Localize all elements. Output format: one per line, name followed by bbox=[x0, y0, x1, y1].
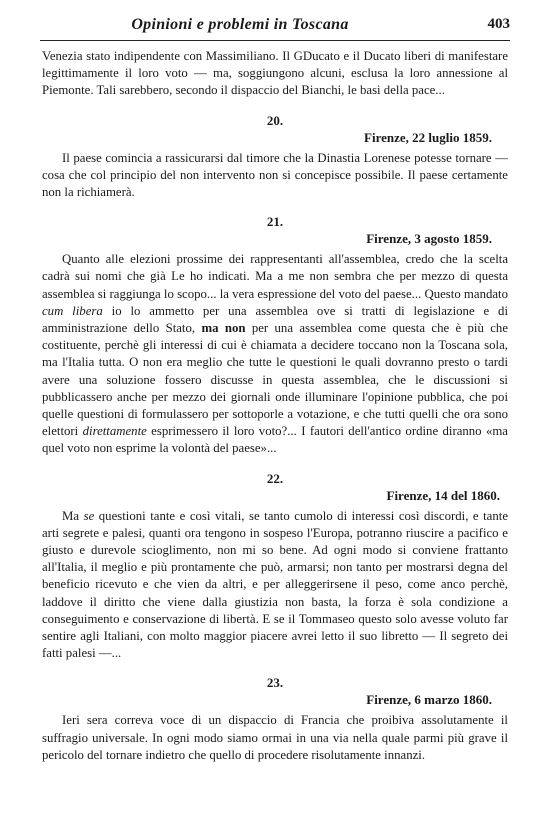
letter-paragraph: Ieri sera correva voce di un dispaccio di Francia che proibiva assolutamente il suffragio universale. In ogni modo siamo ormai in una via nella quale parmi più grave il pericolo del tornare indietro che quello di procedere risolutamente innanzi. bbox=[42, 713, 508, 762]
bold-phrase: ma non bbox=[201, 321, 246, 336]
letter-number: 21. bbox=[266, 214, 284, 230]
letter-date: Firenze, 22 luglio 1859. bbox=[364, 129, 492, 145]
text-run: questioni tante e così vitali, se tanto cumolo di interessi così discordi, e tante arti segrete e palesi, quanti ora tengono in sospeso l'Europa, potranno riuscire a pacifico e giusto e durevole scioglimento, non mi so bene. Ad ogni modo si conviene frattanto all'Italia, il meglio e più prontamente che può, armarsi; non tanto per mostrarsi degna del beneficio ricevuto e che vien da altri, e per alleggerirsene il peso, come anco perchè, laddove il diritto che viene dalla giustizia non basta, la forza è sola condizione a conseguimento e conservazione di libertà. E se il Tommaseo questo solo avesse voluto far sentire agli Italiani, con molto maggior piacere avrei letto il suo libretto — Il segreto dei fatti palesi —... bbox=[42, 508, 508, 661]
running-header bbox=[40, 14, 510, 41]
running-title: Opinioni e problemi in Toscana bbox=[131, 16, 349, 33]
letter-date: Firenze, 6 marzo 1860. bbox=[366, 692, 492, 708]
letter-number: 22. bbox=[266, 470, 284, 486]
letter-number: 20. bbox=[266, 112, 284, 128]
text-run: Quanto alle elezioni prossime dei rappresentanti all'assemblea, credo che la scelta cadrà sui nomi che già Le ho indicati. Ma a me non sembra che per mezzo di questa assemblea si raggiunga lo scopo... la vera espressione del voto del paese... Questo mandato bbox=[42, 252, 508, 301]
italic-phrase: cum libera bbox=[42, 303, 103, 318]
page-number: 403 bbox=[487, 16, 510, 32]
letter-number: 23. bbox=[266, 675, 284, 691]
text-run: io lo ammetto per una assemblea ove si tratti di legislazione e di amministrazione dello Stato, bbox=[42, 303, 508, 336]
page-body bbox=[42, 48, 508, 764]
text-run: Ma bbox=[62, 508, 84, 523]
intro-paragraph: Venezia stato indipendente con Massimiliano. Il GDucato e il Ducato liberi di manifestare legittimamente il loro voto — ma, soggiungono alcuni, esclusa la loro annessione al Piemonte. Tali sarebbero, secondo il dispaccio del Bianchi, le basi della pace... bbox=[42, 49, 508, 98]
italic-phrase: direttamente bbox=[82, 424, 147, 439]
letter-paragraph bbox=[42, 508, 508, 663]
italic-phrase: se bbox=[83, 508, 95, 523]
text-run: per una assemblea come questa che è più che costituente, perchè gli interessi di cui è chiamata a decidere toccano non la Toscana sola, ma l'Italia tutta. O non era meglio che tutte le questioni le quali dovranno presto o tardi avere una soluzione fossero discusse in questa assemblea, che le discussioni si pubblicassero anche per mezzo dei giornali onde illuminare l'opinione pubblica, che poi quelle questioni di formulassero per sottoporle a votazione, e che tutti quelli che ora sono elettori bbox=[42, 321, 508, 439]
letter-paragraph: Il paese comincia a rassicurarsi dal timore che la Dinastia Lorenese potesse tornare — cosa che col principio del non intervento non si concepisce possibile. Il paese certamente non la richiamerà. bbox=[42, 150, 508, 200]
text-run: esprimessero il loro voto?... I fautori dell'antico ordine diranno «ma quel voto non esprime la volontà del paese»... bbox=[42, 424, 508, 456]
letter-date: Firenze, 3 agosto 1859. bbox=[366, 231, 492, 247]
letter-paragraph bbox=[42, 251, 508, 457]
letter-date: Firenze, 14 del 1860. bbox=[386, 487, 500, 503]
